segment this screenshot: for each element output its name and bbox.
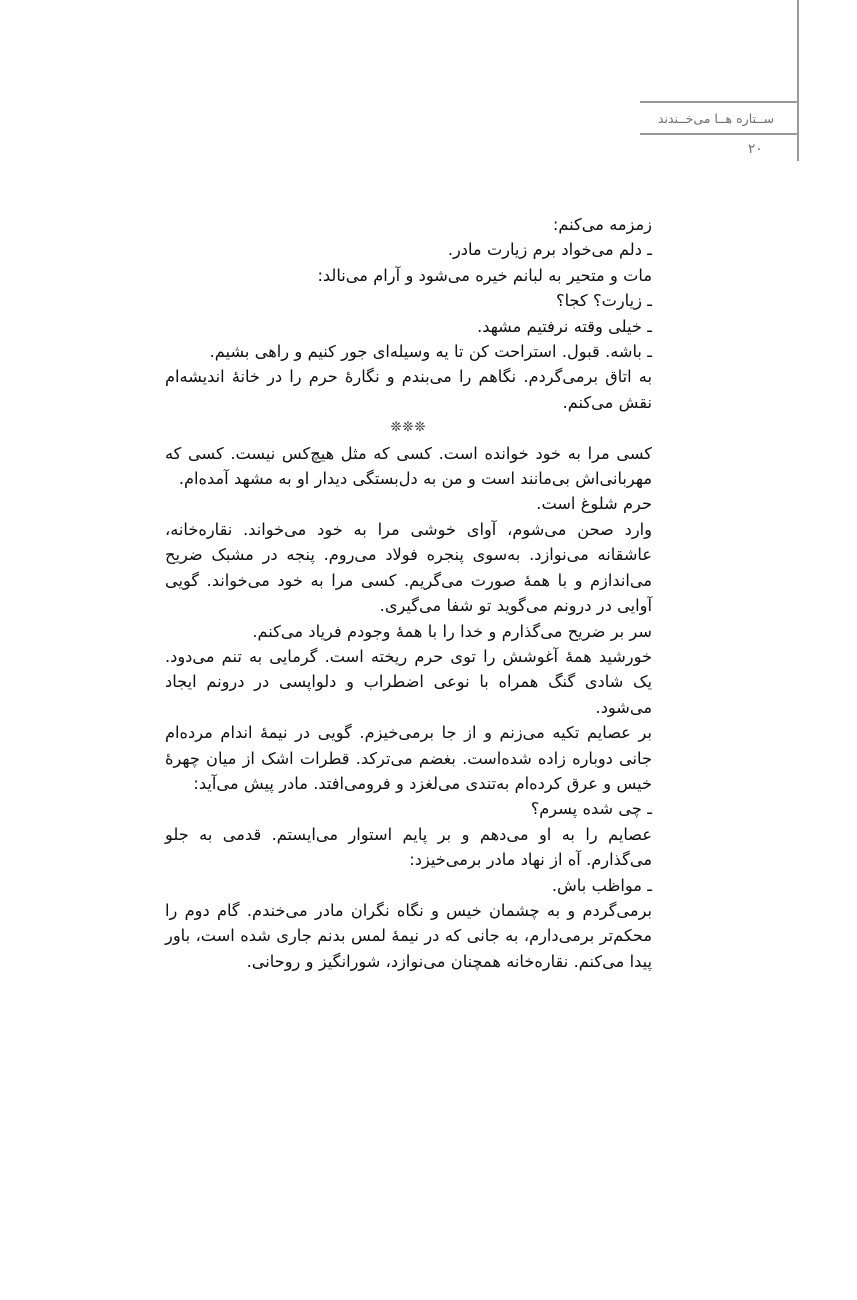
dialogue-line: زمزمه می‌کنم: bbox=[552, 215, 652, 234]
dialogue-line: ـ خیلی وقته نرفتیم مشهد. bbox=[477, 316, 652, 336]
header-vertical-rule bbox=[797, 0, 799, 161]
paragraph: کسی مرا به خود خوانده است. کسی که مثل هیچ‌کس نیست. کسی که مهربانی‌اش بی‌مانند است و من به دل‌بستگی دیدار او به مشهد آمده‌ام. bbox=[165, 443, 652, 489]
body-text-column bbox=[165, 212, 652, 974]
paragraph: وارد صحن می‌شوم، آوای خوشی مرا به خود می‌خواند. نقاره‌خانه، عاشقانه می‌نوازد. به‌سوی پنجره فولاد می‌روم. پنجه در مشبک ضریح می‌اندازم و با همهٔ صورت می‌گریم. کسی مرا به خود می‌خواند. گویی آوایی در درونم می‌گوید تو شفا می‌گیری. bbox=[165, 519, 652, 616]
paragraph: سر بر ضریح می‌گذارم و خدا را با همهٔ وجودم فریاد می‌کنم. bbox=[252, 621, 652, 641]
running-title: ســتاره هــا می‌خــندند bbox=[657, 111, 775, 126]
section-separator: ❊❊❊ bbox=[390, 420, 427, 436]
dialogue-line: ـ دلم می‌خواد برم زیارت مادر. bbox=[447, 240, 652, 260]
dialogue-line: ـ باشه. قبول. استراحت کن تا یه وسیله‌ای جور کنیم و راهی بشیم. bbox=[209, 342, 652, 362]
running-head-block bbox=[620, 0, 798, 161]
paragraph: خورشید همهٔ آغوشش را توی حرم ریخته است. گرمایی به تنم می‌دود. یک شادی گنگ همراه با نوعی اضطراب و دلواپسی در درونم ایجاد می‌شود. bbox=[165, 646, 652, 717]
dialogue-line: ـ چی شده پسرم؟ bbox=[530, 799, 652, 819]
paragraph: عصایم را به او می‌دهم و بر پایم استوار می‌ایستم. قدمی به جلو می‌گذارم. آه از نهاد مادر برمی‌خیزد: bbox=[165, 824, 652, 870]
dialogue-line: ـ زیارت؟ کجا؟ bbox=[555, 291, 652, 311]
header-bottom-rule bbox=[640, 133, 798, 135]
paragraph: به اتاق برمی‌گردم. نگاهم را می‌بندم و نگارهٔ حرم را در خانهٔ اندیشه‌ام نقش می‌کنم. bbox=[165, 367, 652, 412]
header-top-rule bbox=[640, 101, 798, 103]
page-number: ۲۰ bbox=[748, 141, 763, 157]
dialogue-line: مات و متحیر به لبانم خیره می‌شود و آرام می‌نالد: bbox=[317, 265, 652, 285]
paragraph: حرم شلوغ است. bbox=[536, 494, 652, 514]
paragraph: برمی‌گردم و به چشمان خیس و نگاه نگران مادر می‌خندم. گام دوم را محکم‌تر برمی‌دارم، به جانی که در نیمهٔ لمس بدنم جاری شده است، باور پیدا می‌کنم. نقاره‌خانه همچنان می‌نوازد، شورانگیز و روحانی. bbox=[165, 900, 652, 971]
paragraph: بر عصایم تکیه می‌زنم و از جا برمی‌خیزم. گویی در نیمهٔ اندام مرده‌ام جانی دوباره زاده شده‌است. بغضم می‌ترکد. قطرات اشک از میان چهرهٔ خیس و عرق کرده‌ام به‌تندی می‌لغزد و فرومی‌افتد. مادر پیش می‌آید: bbox=[165, 723, 652, 793]
dialogue-line: ـ مواظب باش. bbox=[551, 875, 652, 895]
